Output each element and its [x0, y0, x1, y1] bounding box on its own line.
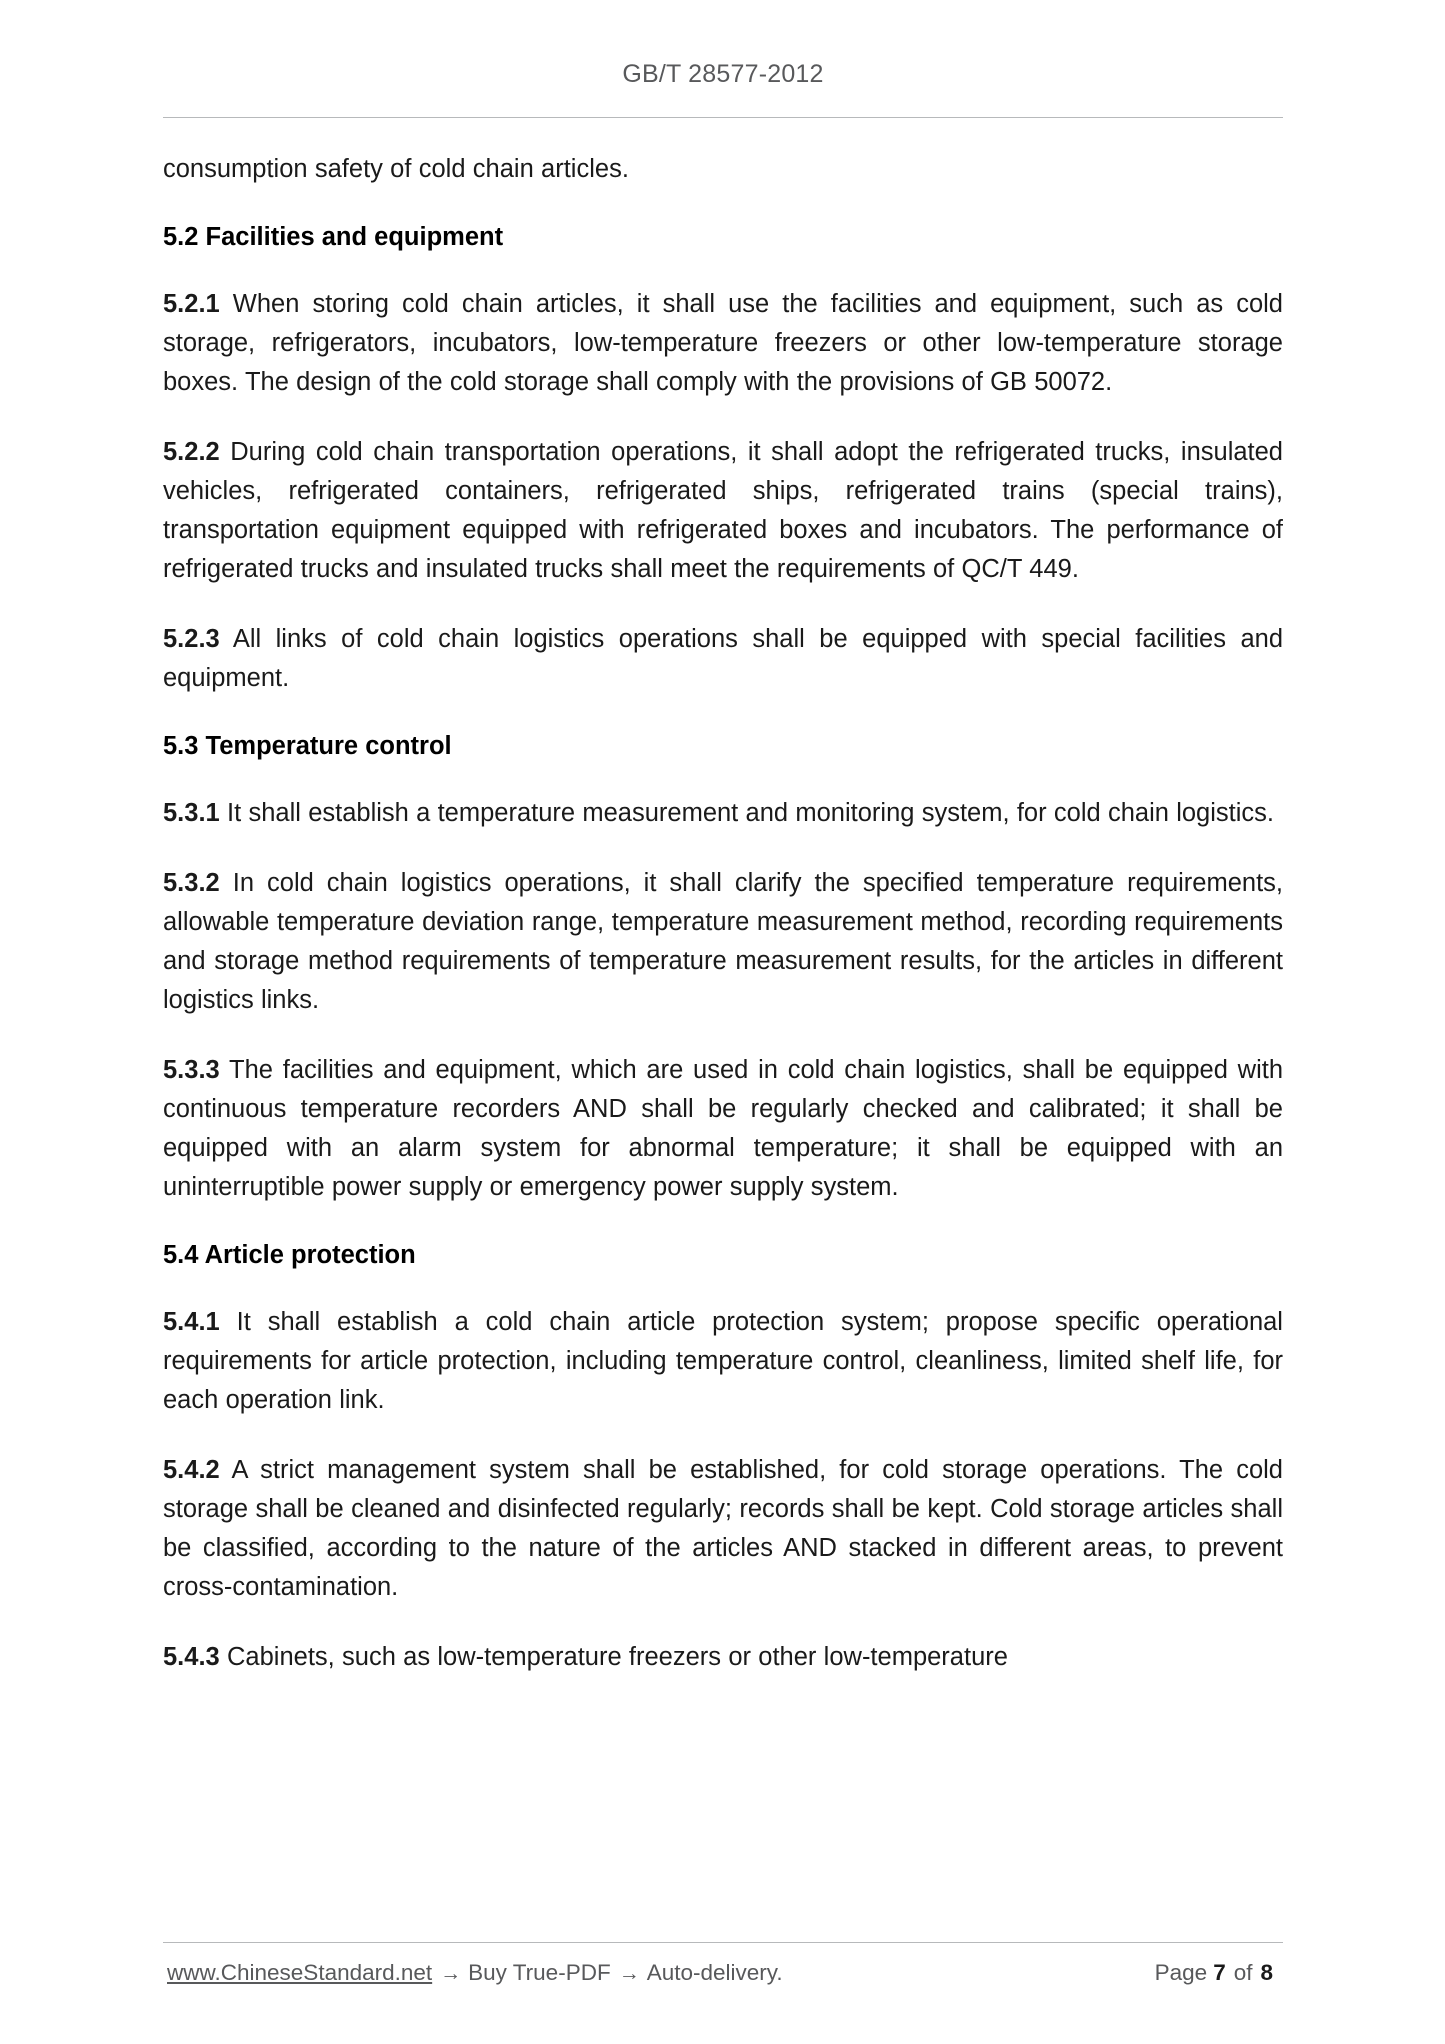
footer-divider — [163, 1942, 1283, 1943]
clause-text: It shall establish a cold chain article protection system; propose specific operational requirements for article protection, including temperature control, cleanliness, limited shelf life, for each operation link. — [163, 1308, 1283, 1414]
clause-5-2-1 — [163, 285, 1283, 402]
document-body — [163, 150, 1283, 1677]
page-label: Page — [1154, 1960, 1208, 1985]
clause-number: 5.4.2 — [163, 1456, 220, 1484]
current-page-number: 7 — [1213, 1960, 1226, 1985]
clause-5-4-2 — [163, 1451, 1283, 1607]
auto-delivery-text: Auto-delivery. — [646, 1960, 783, 1985]
clause-5-2-3 — [163, 620, 1283, 698]
clause-5-3-2 — [163, 864, 1283, 1020]
page-header — [163, 0, 1283, 118]
clause-text: It shall establish a temperature measurement and monitoring system, for cold chain logistics. — [227, 799, 1274, 827]
clause-number: 5.3.1 — [163, 799, 220, 827]
clause-number: 5.2.1 — [163, 290, 220, 318]
clause-number: 5.2.3 — [163, 625, 220, 653]
header-divider — [163, 117, 1283, 118]
clause-text: When storing cold chain articles, it shall use the facilities and equipment, such as cold storage, refrigerators, incubators, low-temperature freezers or other low-temperature storage boxes. The design of the cold storage shall comply with the provisions of GB 50072. — [163, 290, 1283, 396]
continued-paragraph: consumption safety of cold chain articles. — [163, 155, 629, 183]
buy-true-pdf-text: Buy True-PDF — [468, 1960, 611, 1985]
clause-text: All links of cold chain logistics operations shall be equipped with special facilities and equipment. — [163, 625, 1283, 692]
page-content-area — [163, 0, 1283, 2044]
footer-promo — [167, 1962, 783, 1985]
clause-text: The facilities and equipment, which are used in cold chain logistics, shall be equipped with continuous temperature recorders AND shall be regularly checked and calibrated; it shall be equipped with an alarm system for abnormal temperature; it shall be equipped with an uninterruptible power supply or emergency power supply system. — [163, 1056, 1283, 1201]
clause-5-2-2 — [163, 433, 1283, 589]
clause-number: 5.2.2 — [163, 438, 220, 466]
clause-text: In cold chain logistics operations, it shall clarify the specified temperature requirements, allowable temperature deviation range, temperature measurement method, recording requirements and storage method requirements of temperature measurement results, for the articles in different logistics links. — [163, 869, 1283, 1014]
clause-text: During cold chain transportation operations, it shall adopt the refrigerated trucks, insulated vehicles, refrigerated containers, refrigerated ships, refrigerated trains (special trains), transportation equipment equipped with refrigerated boxes and incubators. The performance of refrigerated trucks and insulated trucks shall meet the requirements of QC/T 449. — [163, 438, 1283, 583]
section-heading-5-3: 5.3 Temperature control — [163, 732, 452, 760]
clause-text: A strict management system shall be established, for cold storage operations. The cold storage shall be cleaned and disinfected regularly; records shall be kept. Cold storage articles shall be classified, according to the nature of the articles AND stacked in different areas, to prevent cross-contamination. — [163, 1456, 1283, 1601]
clause-5-3-3 — [163, 1051, 1283, 1207]
page-indicator — [1155, 1962, 1279, 1985]
total-page-count: 8 — [1260, 1960, 1273, 1985]
clause-number: 5.3.2 — [163, 869, 220, 897]
arrow-right-icon: → — [618, 1962, 640, 1985]
clause-number: 5.3.3 — [163, 1056, 220, 1084]
arrow-right-icon: → — [440, 1962, 462, 1985]
standard-number: GB/T 28577-2012 — [622, 60, 824, 88]
footer-row — [163, 1962, 1283, 1985]
clause-5-4-1 — [163, 1303, 1283, 1420]
clause-number: 5.4.3 — [163, 1643, 220, 1671]
clause-5-4-3 — [163, 1638, 1283, 1677]
chinese-standard-link[interactable]: www.ChineseStandard.net — [167, 1960, 433, 1985]
section-heading-5-2: 5.2 Facilities and equipment — [163, 223, 504, 251]
section-heading-5-4: 5.4 Article protection — [163, 1241, 416, 1269]
clause-text: Cabinets, such as low-temperature freezers or other low-temperature — [227, 1643, 1008, 1671]
clause-5-3-1 — [163, 794, 1283, 833]
of-label: of — [1233, 1960, 1253, 1985]
page-footer — [163, 1894, 1283, 2044]
clause-number: 5.4.1 — [163, 1308, 220, 1336]
